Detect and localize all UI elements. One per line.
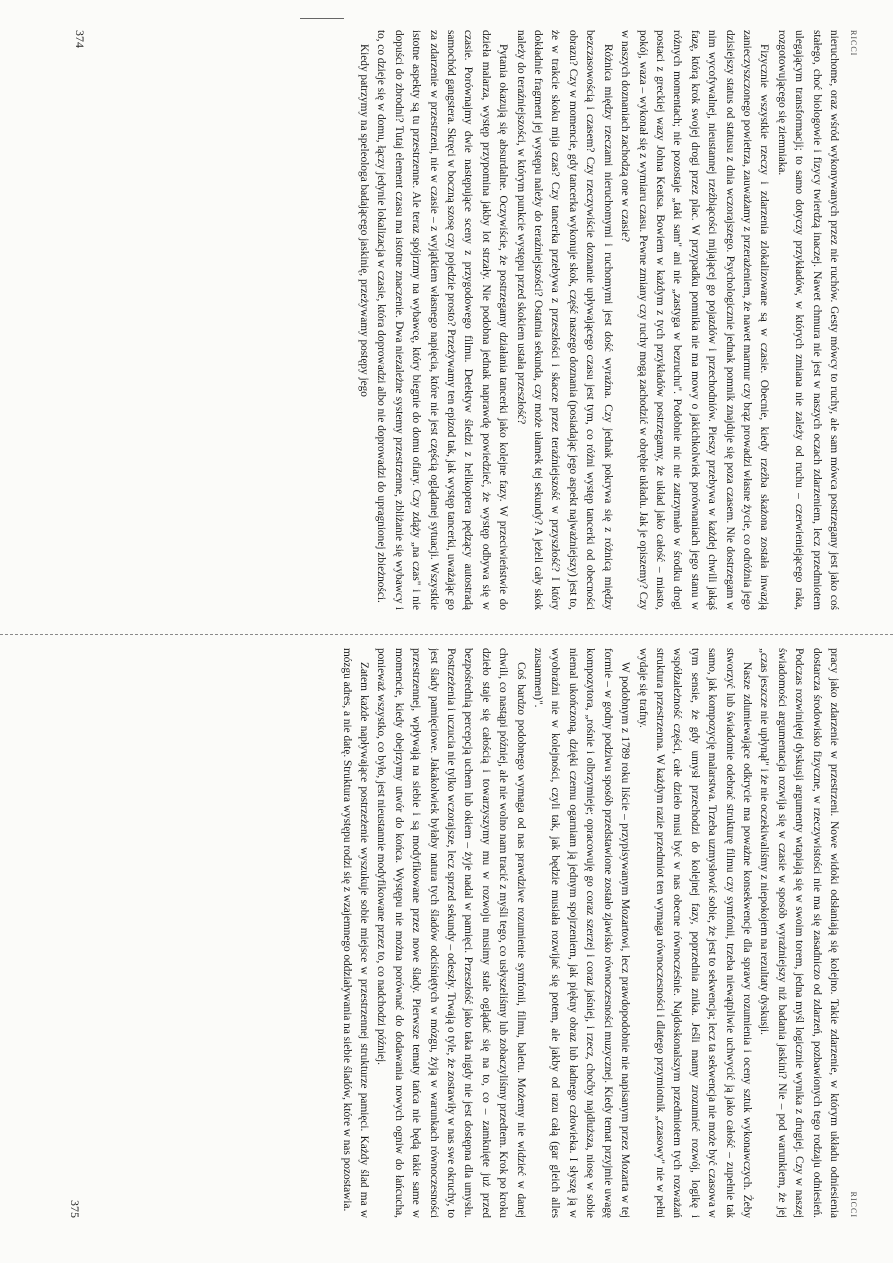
paragraph: nieruchome, oraz wśród wykonywanych przez nie ruchów. Gesty mówcy to ruchy, ale sam mówca postrzegany jest jako coś stałego, choć biologowie i fizycy twierdzą inaczej. Nawet chmura nie jest w naszych oczach zdarzeniem, lecz przedmiotem ulegającym transformacji; to samo dotyczy przykładów, w których zmiana nie zależy od ruchu – czerwieniejącego raka, rozgotowującego się ziemniaka. [775,30,840,610]
paragraph: Różnica między rzeczami nieruchomymi i ruchomymi jest dość wyraźna. Czy jednak pokrywa się z różnicą między bezczasowością i czasem? Czy rzeczywiście doznanie upływającego czasu jest tym, co różni występ tancerki od obecności obrazu? Czy w momencie, gdy tancerka wykonuje skok, część naszego doznania (posiadając jego aspekt najważniejszy) jest to, że w trakcie skoku mija czas? Czy tancerka przebywa z przeszłości i skacze przez teraźniejszość w przyszłość? I który dokładnie fragment jej występu należy do teraźniejszości? Ostatnia sekunda, czy może ułamek tej sekundy? A jeżeli cały skok należy do teraźniejszości, w którym punkcie występu przed skokiem ustała przeszłość? [514,30,614,610]
running-head-right: RICCI [849,1191,858,1218]
scan-mark [300,18,344,19]
left-page-text [92,30,842,610]
paragraph: Kiedy patrzymy na speleologa badającego jaskinię, przeżywamy postępy jego [358,44,371,397]
running-head-left: RICCI [849,30,858,57]
right-page [65,648,860,1218]
page-divider [0,634,893,635]
paragraph: Coś bardzo podobnego wymaga od nas prawdziwe rozumienie symfonii, filmu, baletu. Możemy nie widzieć w danej chwili, co nastąpi później, ale nie wolno nam tracić z myśli tego, co usłyszeliśmy lub zobaczyliśmy przedtem. Krok po kroku dzieło staje się całością i towarzyszymy mu w rozwoju musimy stale oglądać się na to, co – zamknięte już przed bezpośrednią percepcją uchem lub okiem – żyje nadal w pamięci. Przeszłość jako taka nigdy nie jest dostępna dla umysłu. Postrzeżenia i uczucia nie tylko wczorajsze, lecz sprzed sekundy – odeszły. Trwają o tyle, że zostawiły w nas swe okruchy, to jest ślady pamięciowe. Jakakolwiek byłaby natura tych śladów odciśniętych w mózgu, żyją w warunkach równoczesności przestrzennej, wpływają na siebie i są modyfikowane przez nowe ślady. Pierwsze tematy tańca nie będą takie same w momencie, kiedy obejrzymy utwór do końca. Występu nie można porównać do dodawania nowych ogniw do łańcucha, ponieważ wszystko, co było, jest nieustannie modyfikowane przez to, co nadchodzi później. [375,648,527,1218]
paragraph: Nasze zdumiewające odkrycie ma poważne konsekwencje dla sprawy rozumienia i oceny sztuk wykonawczych. Żeby stworzyć lub świadomie odebrać strukturę filmu czy symfonii, trzeba niewątpliwie uchwycić ją jako całość – zupełnie tak samo, jak kompozycję malarstwa. Trzeba uzmysłowić sobie, że jest to sekwencja; lecz ta sekwencja nie może być czasowa w tym sensie, że gdy umysł przechodzi do kolejnej fazy, poprzednia znika. Jeśli mamy zrozumieć rozwój, logikę i współzależność części, całe dzieło musi być w nas obecne równocześnie. Najdoskonalszym przedmiotem tych rozważań struktura przestrzenna. W każdym razie przedmiot ten wymaga równoczesności i dlatego przymiotnik „czasowy" nie w pełni wydaje się trafny. [636,648,753,1218]
right-page-text [87,648,842,1218]
page-number-left: 374 [73,30,87,48]
paragraph: Fizycznie wszystkie rzeczy i zdarzenia zlokalizowane są w czasie. Obecnie, kiedy rzeźba skażona została inwazją zanieczyszczonego powietrza, zauważamy z przerażeniem, że nawet marmur czy brąz prowadzi własne życie, co odróżnia jego dzisiejszy status od statusu z dnia wczorajszego. Psychologicznie jednak pomnik znajduje się poza czasem. Nie dostrzegam w nim wycofywalnej, nieustannej rzeźbiącości mijającej go pojazdów i przechodniów. Pieszy przebywa w każdej chwili jakąś fazę, którą krok swojej drogi przez plac. W przypadku pomnika nie ma mowy o jakichkolwiek porównaniach jego stanu w różnych momentach; nie pozostaje „taki sam" ani nie „zastyga w bezruchu". Podobnie nic nie zatrzymało w środku drogi postaci z greckiej wazy Johna Keatsa. Bowiem w każdym z tych przykładów postrzegamy, że układ jako całość – miasto, pokój, waza – wykonał się z wymiaru czasu. Pewne zmiany czy ruchy mogą zachodzić w obrębie układu. Jak je opiszemy? Czy w naszych doznaniach zachodzą one w czasie? [619,30,771,610]
paragraph: W podobnym z 1789 roku liście – przypisywanym Mozartowi, lecz prawdopodobnie nie napisanym przez Mozarta w tej formie – w godny podziwu sposób przedstawione zostało zjawisko równoczesności muzycznej. Kiedy temat przyjmie uwagę kompozytora, „rośnie i olbrzymieje; opracowuję go coraz szerzej i coraz jaśniej, i rzecz, choćby najdłuższa, niosę w sobie niemal ukończoną, dzięki czemu ogarniam ją jednym spojrzeniem, jak piękny obraz lub ładnego człowieka. I słyszę ją w wyobraźni nie w kolejności, czyli tak, jak będzie musiała rozwijać się potem, ale jakby od razu całą (gar gleich alles zusammen)". [532,648,632,1218]
left-page [70,30,860,610]
paragraph: Zatem każde napływające postrzeżenie wyszukuje sobie miejsce w przestrzennej strukturze pamięci. Każdy ślad ma w mózgu adres, a nie datę. Struktura występu rodzi się z wzajemnego oddziaływania na siebie śladów, które w nas pozostawia. [340,648,371,1218]
page-number-right: 375 [68,1200,82,1218]
paragraph: pracy jako zdarzenie w przestrzeni. Nowe widoki odsłaniają się kolejno. Takie zdarzenie, w którym układu odniesienia dostarcza środowisko fizyczne, w rzeczywistości nie ma się zasadniczo od zdarzeń, pozbawionych tego rodzaju odniesień. Podczas rozwiniętej dyskusji argumenty wtapiają się w swoim torem, jedna myśl logicznie wynika z drugiej. Czy w naszej świadomości argumentacja rozwija się w czasie w sposób wyrażniejszy niż badania jaskini? Nie – pod warunkiem, że jej „czas jeszcze nie upłynął" i że nie oczekiwaliśmy z niepokojem na rezultaty dyskusji. [758,648,840,1218]
paragraph: Pytania okazują się absurdalne. Oczywiście, że postrzegamy działania tancerki jako kolejne fazy. W przeciwieństwie do dzieła malarza, występ przypomina jakby lot strzały. Nie podobna jednak naprawdę powiedzieć, że występ odbywa się w czasie. Porównajmy dwie następujące sceny z przygodowego filmu. Detektyw śledzi z helikoptera pędzący autostradą samochód gangstera. Skręci w boczną szosę czy pojedzie prosto? Przeżywamy ten epizod tak, jak występ tancerki, uważając go za zdarzenie w przestrzeni, nie w czasie – z wyjątkiem własnego napięcia, które nie jest częścią oglądanej sytuacji. Wszystkie istotne aspekty są tu przestrzenne. Ale teraz spójrzmy na wybawcę, który biegnie do domu ofiary. Czy zdąży „na czas" i nie dopuści do zbrodni? Tutaj element czasu ma istotne znaczenie. Dwa niezależne systemy przestrzenne, zbliżanie się wybawcy i to, co dzieje się w domu, łączy jedynie lokalizacja w czasie, która doprowadzi albo nie doprowadzi do upragnionej zbieżności. [375,30,510,610]
